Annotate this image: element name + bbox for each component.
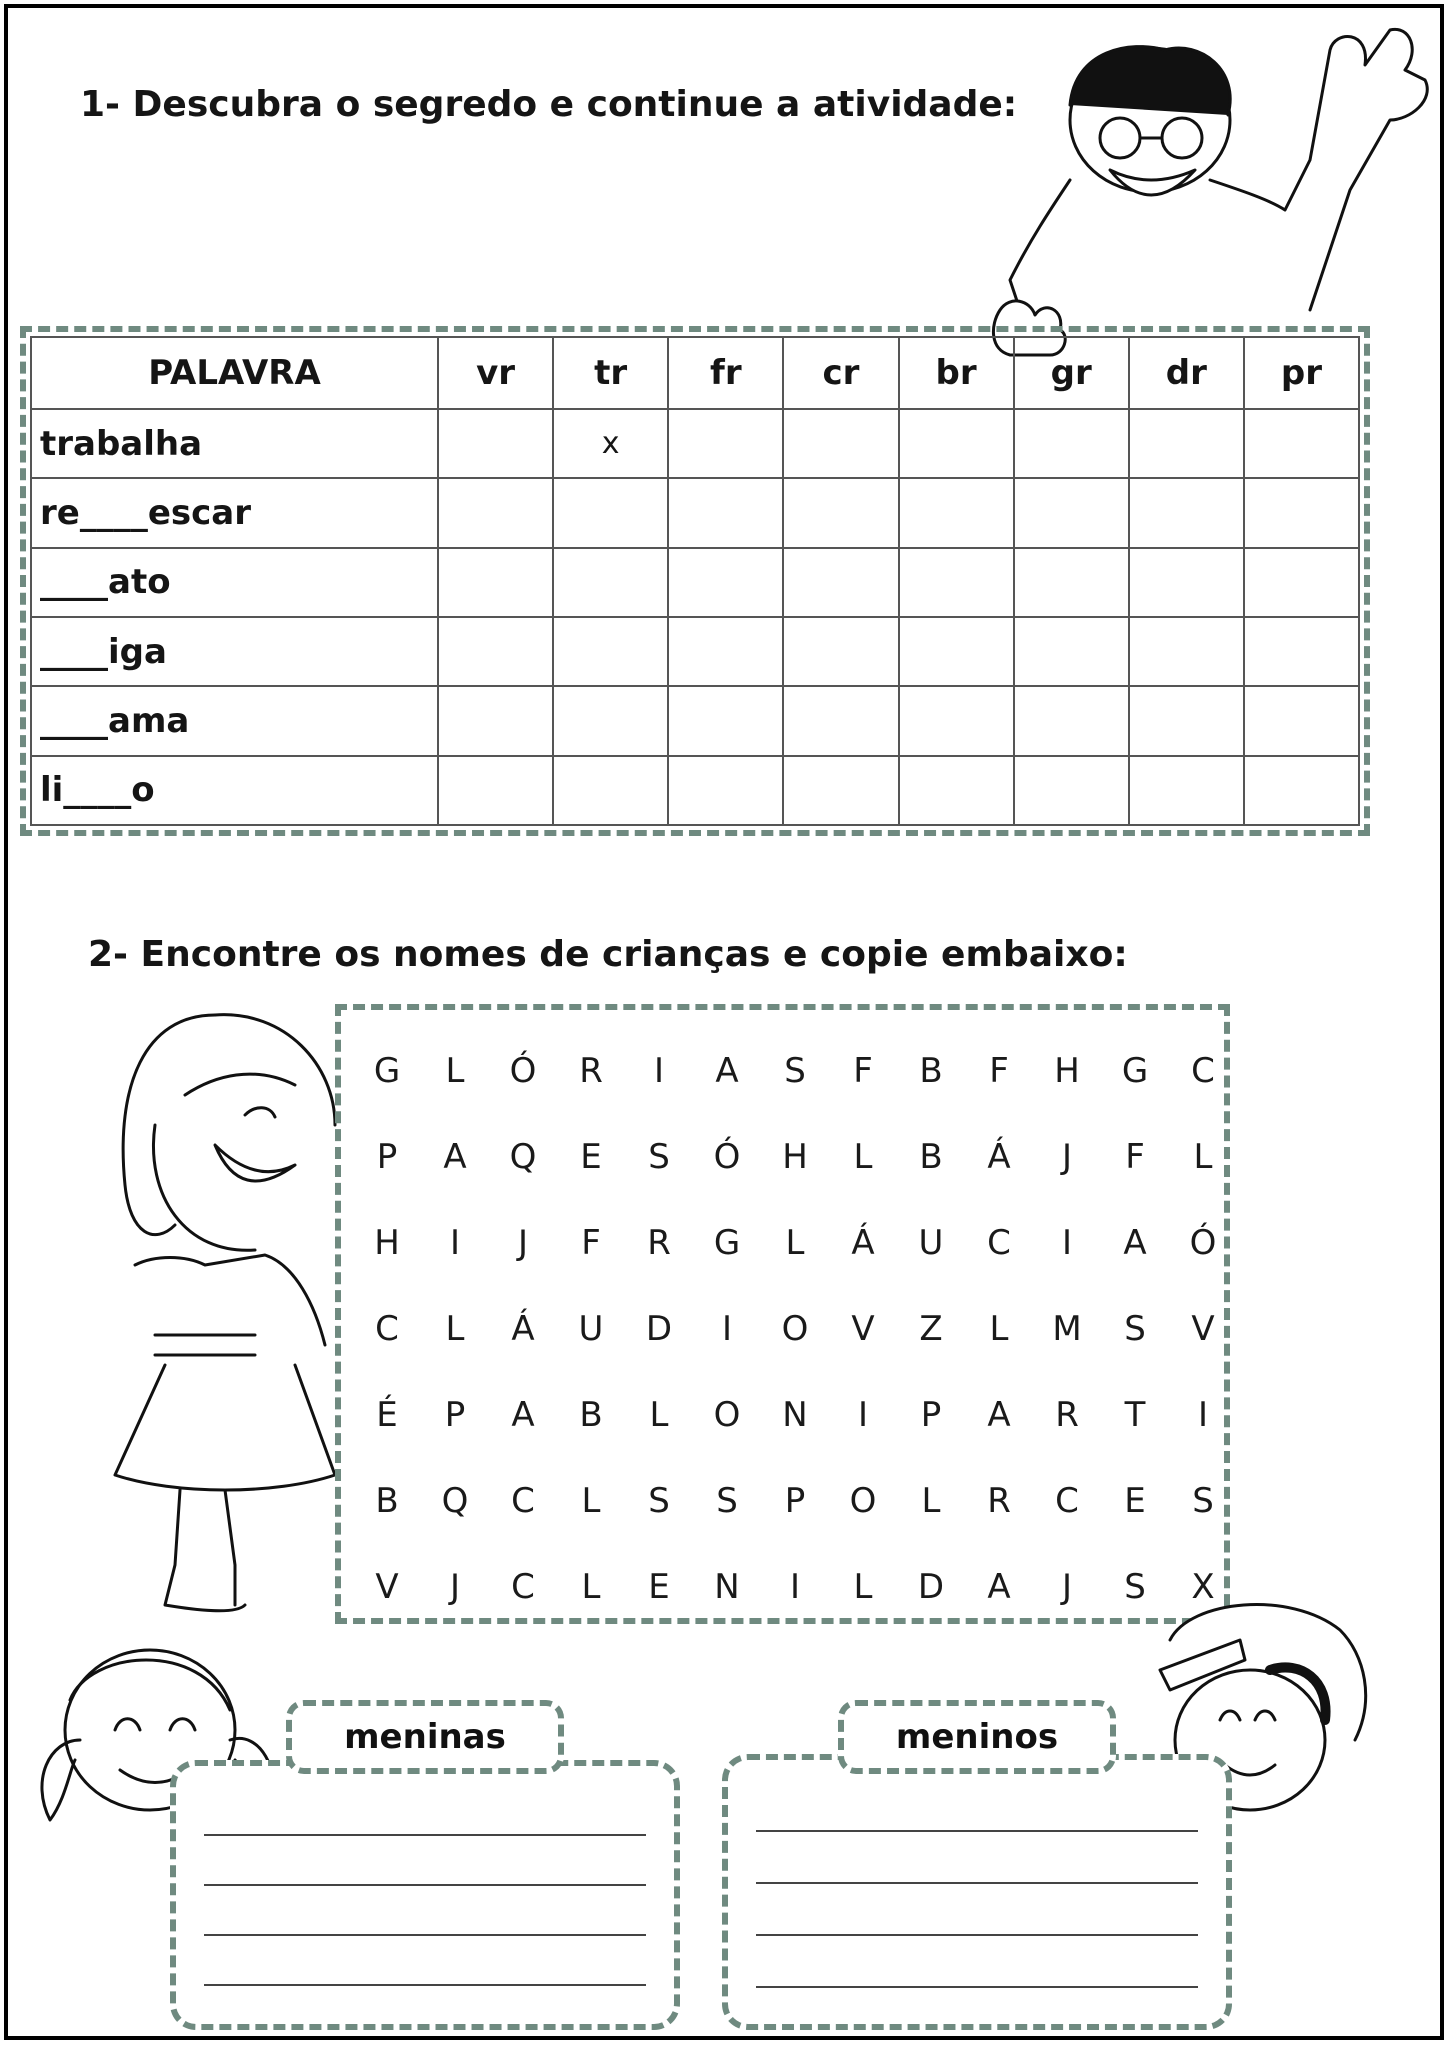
letter-cell[interactable]: H	[374, 1223, 400, 1263]
letter-cell[interactable]: B	[919, 1137, 943, 1177]
letter-cell[interactable]: S	[1124, 1567, 1146, 1607]
word-cell: li____o	[31, 756, 438, 825]
word-search-frame	[335, 1004, 1230, 1624]
letter-cell[interactable]: I	[1061, 1223, 1073, 1263]
letter-cell[interactable]: C	[987, 1223, 1011, 1263]
letter-cell[interactable]: V	[851, 1309, 875, 1349]
letter-cell[interactable]: U	[578, 1309, 604, 1349]
mark-cell[interactable]	[1244, 478, 1359, 547]
mark-cell[interactable]	[899, 409, 1014, 478]
letter-cell[interactable]: L	[581, 1481, 601, 1521]
letter-cell[interactable]: C	[511, 1567, 535, 1607]
mark-cell[interactable]	[668, 617, 783, 686]
mark-cell[interactable]	[783, 686, 898, 755]
letter-cell[interactable]: I	[721, 1309, 733, 1349]
letter-cell[interactable]: A	[1123, 1223, 1147, 1263]
table-row	[31, 478, 1359, 547]
mark-cell[interactable]	[1014, 686, 1129, 755]
answer-line[interactable]	[756, 1934, 1198, 1936]
letter-cell[interactable]: A	[443, 1137, 467, 1177]
answer-line[interactable]	[204, 1934, 646, 1936]
table-header-row	[31, 337, 1359, 409]
mark-cell[interactable]	[553, 756, 668, 825]
answer-line[interactable]	[204, 1834, 646, 1836]
mark-cell[interactable]	[1244, 409, 1359, 478]
mark-cell[interactable]	[553, 686, 668, 755]
letter-cell[interactable]: U	[918, 1223, 944, 1263]
exercise-1-title: 1- Descubra o segredo e continue a atividade:	[80, 84, 1018, 125]
word-cell: ____ato	[31, 548, 438, 617]
mark-cell[interactable]	[438, 409, 553, 478]
letter-cell[interactable]: R	[1055, 1395, 1079, 1435]
letter-cell[interactable]: I	[653, 1051, 665, 1091]
word-cell: trabalha	[31, 409, 438, 478]
mark-cell[interactable]	[438, 686, 553, 755]
mark-cell[interactable]: x	[553, 409, 668, 478]
letter-cell[interactable]: L	[989, 1309, 1009, 1349]
letter-cell[interactable]: Z	[919, 1309, 943, 1349]
mark-cell[interactable]	[1244, 686, 1359, 755]
letter-cell[interactable]: Á	[851, 1223, 875, 1263]
mark-cell[interactable]	[1129, 409, 1244, 478]
answer-line[interactable]	[756, 1882, 1198, 1884]
letter-cell[interactable]: B	[579, 1395, 603, 1435]
answer-line[interactable]	[756, 1830, 1198, 1832]
letter-cell[interactable]: S	[1124, 1309, 1146, 1349]
letter-cell[interactable]: V	[375, 1567, 399, 1607]
letter-cell[interactable]: A	[511, 1395, 535, 1435]
table-row	[31, 409, 1359, 478]
exercise-2-title: 2- Encontre os nomes de crianças e copie embaixo:	[88, 934, 1128, 975]
word-cell: ____ama	[31, 686, 438, 755]
boys-answer-box[interactable]	[722, 1754, 1232, 2030]
letter-cell[interactable]: R	[987, 1481, 1011, 1521]
letter-cell[interactable]: E	[580, 1137, 602, 1177]
mark-cell[interactable]	[1244, 548, 1359, 617]
mark-cell[interactable]	[783, 617, 898, 686]
letter-cell[interactable]: Á	[987, 1137, 1011, 1177]
letter-cell[interactable]: Ó	[1189, 1223, 1217, 1263]
mark-cell[interactable]	[553, 617, 668, 686]
letter-cell[interactable]: L	[649, 1395, 669, 1435]
table-row	[31, 617, 1359, 686]
header-pr: pr	[1244, 337, 1359, 409]
mark-cell[interactable]	[899, 478, 1014, 547]
mark-cell[interactable]	[438, 617, 553, 686]
letter-cell[interactable]: I	[1197, 1395, 1209, 1435]
letter-cell[interactable]: N	[714, 1567, 740, 1607]
mark-cell[interactable]	[438, 756, 553, 825]
letter-cell[interactable]: G	[1121, 1051, 1149, 1091]
letter-cell[interactable]: I	[857, 1395, 869, 1435]
letter-cell[interactable]: G	[373, 1051, 401, 1091]
letter-cell[interactable]: C	[511, 1481, 535, 1521]
letter-cell[interactable]: L	[853, 1567, 873, 1607]
header-dr: dr	[1129, 337, 1244, 409]
header-cr: cr	[783, 337, 898, 409]
letter-cell[interactable]: L	[445, 1051, 465, 1091]
table-row	[31, 548, 1359, 617]
mark-cell[interactable]	[1244, 756, 1359, 825]
letter-cell[interactable]: M	[1052, 1309, 1082, 1349]
letter-cell[interactable]: L	[853, 1137, 873, 1177]
letter-cell[interactable]: A	[987, 1395, 1011, 1435]
mark-cell[interactable]	[668, 478, 783, 547]
letter-cell[interactable]: C	[375, 1309, 399, 1349]
letter-cell[interactable]: I	[449, 1223, 461, 1263]
header-palavra: PALAVRA	[31, 337, 438, 409]
letter-cell[interactable]: O	[781, 1309, 809, 1349]
letter-cell[interactable]: L	[581, 1567, 601, 1607]
letter-cell[interactable]: F	[1125, 1137, 1145, 1177]
letter-cell[interactable]: G	[713, 1223, 741, 1263]
standing-girl-illustration	[95, 1005, 345, 1645]
letter-cell[interactable]: Ó	[509, 1051, 537, 1091]
mark-cell[interactable]	[438, 478, 553, 547]
letter-cell[interactable]: N	[782, 1395, 808, 1435]
letter-cell[interactable]: O	[713, 1395, 741, 1435]
mark-cell[interactable]	[668, 686, 783, 755]
word-cell: ____iga	[31, 617, 438, 686]
letter-cell[interactable]: L	[1193, 1137, 1213, 1177]
header-br: br	[899, 337, 1014, 409]
meninos-label: meninos	[838, 1700, 1116, 1774]
letter-cell[interactable]: S	[648, 1481, 670, 1521]
letter-cell[interactable]: F	[581, 1223, 601, 1263]
letter-cell[interactable]: C	[1055, 1481, 1079, 1521]
letter-cell[interactable]: L	[785, 1223, 805, 1263]
mark-cell[interactable]	[899, 617, 1014, 686]
answer-line[interactable]	[756, 1986, 1198, 1988]
word-search-grid	[353, 1028, 1237, 1630]
letter-cell[interactable]: A	[987, 1567, 1011, 1607]
letter-cell[interactable]: P	[784, 1481, 806, 1521]
letter-cell[interactable]: Q	[441, 1481, 469, 1521]
letter-cell[interactable]: R	[579, 1051, 603, 1091]
answer-line[interactable]	[204, 1884, 646, 1886]
letter-cell[interactable]: V	[1191, 1309, 1215, 1349]
syllable-table	[30, 336, 1360, 826]
letter-cell[interactable]: J	[1061, 1567, 1073, 1607]
letter-cell[interactable]: Q	[509, 1137, 537, 1177]
letter-cell[interactable]: L	[445, 1309, 465, 1349]
mark-cell[interactable]	[668, 409, 783, 478]
letter-cell[interactable]: S	[784, 1051, 806, 1091]
mark-cell[interactable]	[1244, 617, 1359, 686]
letter-cell[interactable]: S	[648, 1137, 670, 1177]
word-cell: re____escar	[31, 478, 438, 547]
letter-cell[interactable]: E	[1124, 1481, 1146, 1521]
mark-cell[interactable]	[1129, 686, 1244, 755]
mark-cell[interactable]	[1014, 548, 1129, 617]
letter-cell[interactable]: H	[782, 1137, 808, 1177]
mark-cell[interactable]	[1014, 478, 1129, 547]
mark-cell[interactable]	[899, 686, 1014, 755]
mark-cell[interactable]	[899, 548, 1014, 617]
mark-cell[interactable]	[668, 548, 783, 617]
mark-cell[interactable]	[553, 548, 668, 617]
letter-cell[interactable]: T	[1124, 1395, 1146, 1435]
letter-cell[interactable]: B	[375, 1481, 399, 1521]
letter-cell[interactable]: F	[853, 1051, 873, 1091]
letter-cell[interactable]: Ó	[713, 1137, 741, 1177]
mark-cell[interactable]	[438, 548, 553, 617]
letter-cell[interactable]: J	[517, 1223, 529, 1263]
letter-cell[interactable]: S	[1192, 1481, 1214, 1521]
letter-cell[interactable]: F	[989, 1051, 1009, 1091]
letter-cell[interactable]: B	[919, 1051, 943, 1091]
header-fr: fr	[668, 337, 783, 409]
letter-cell[interactable]: P	[444, 1395, 466, 1435]
table-row	[31, 686, 1359, 755]
mark-cell[interactable]	[1129, 617, 1244, 686]
mark-cell[interactable]	[1014, 409, 1129, 478]
letter-cell[interactable]: A	[715, 1051, 739, 1091]
meninas-label: meninas	[286, 1700, 564, 1774]
letter-cell[interactable]: J	[1061, 1137, 1073, 1177]
letter-cell[interactable]: X	[1191, 1567, 1215, 1607]
mark-cell[interactable]	[1129, 478, 1244, 547]
syllable-table-frame	[20, 326, 1370, 836]
header-vr: vr	[438, 337, 553, 409]
letter-cell[interactable]: É	[376, 1395, 398, 1435]
mark-cell[interactable]	[668, 756, 783, 825]
letter-cell[interactable]: P	[376, 1137, 398, 1177]
mark-cell[interactable]	[553, 478, 668, 547]
header-tr: tr	[553, 337, 668, 409]
mark-cell[interactable]	[783, 478, 898, 547]
letter-cell[interactable]: H	[1054, 1051, 1080, 1091]
mark-cell[interactable]	[783, 756, 898, 825]
mark-cell[interactable]	[783, 409, 898, 478]
letter-cell[interactable]: C	[1191, 1051, 1215, 1091]
letter-cell[interactable]: Á	[511, 1309, 535, 1349]
letter-cell[interactable]: R	[647, 1223, 671, 1263]
letter-cell[interactable]: J	[449, 1567, 461, 1607]
mark-cell[interactable]	[1129, 756, 1244, 825]
table-row	[31, 756, 1359, 825]
letter-cell[interactable]: D	[917, 1567, 945, 1607]
girls-answer-box[interactable]	[170, 1760, 680, 2030]
letter-cell[interactable]: L	[921, 1481, 941, 1521]
mark-cell[interactable]	[1014, 756, 1129, 825]
letter-cell[interactable]: E	[648, 1567, 670, 1607]
letter-cell[interactable]: S	[716, 1481, 738, 1521]
mark-cell[interactable]	[1014, 617, 1129, 686]
letter-cell[interactable]: P	[920, 1395, 942, 1435]
letter-cell[interactable]: O	[849, 1481, 877, 1521]
mark-cell[interactable]	[899, 756, 1014, 825]
waving-boy-illustration	[970, 10, 1440, 370]
letter-cell[interactable]: D	[645, 1309, 673, 1349]
mark-cell[interactable]	[1129, 548, 1244, 617]
answer-line[interactable]	[204, 1984, 646, 1986]
mark-cell[interactable]	[783, 548, 898, 617]
header-gr: gr	[1014, 337, 1129, 409]
letter-cell[interactable]: I	[789, 1567, 801, 1607]
